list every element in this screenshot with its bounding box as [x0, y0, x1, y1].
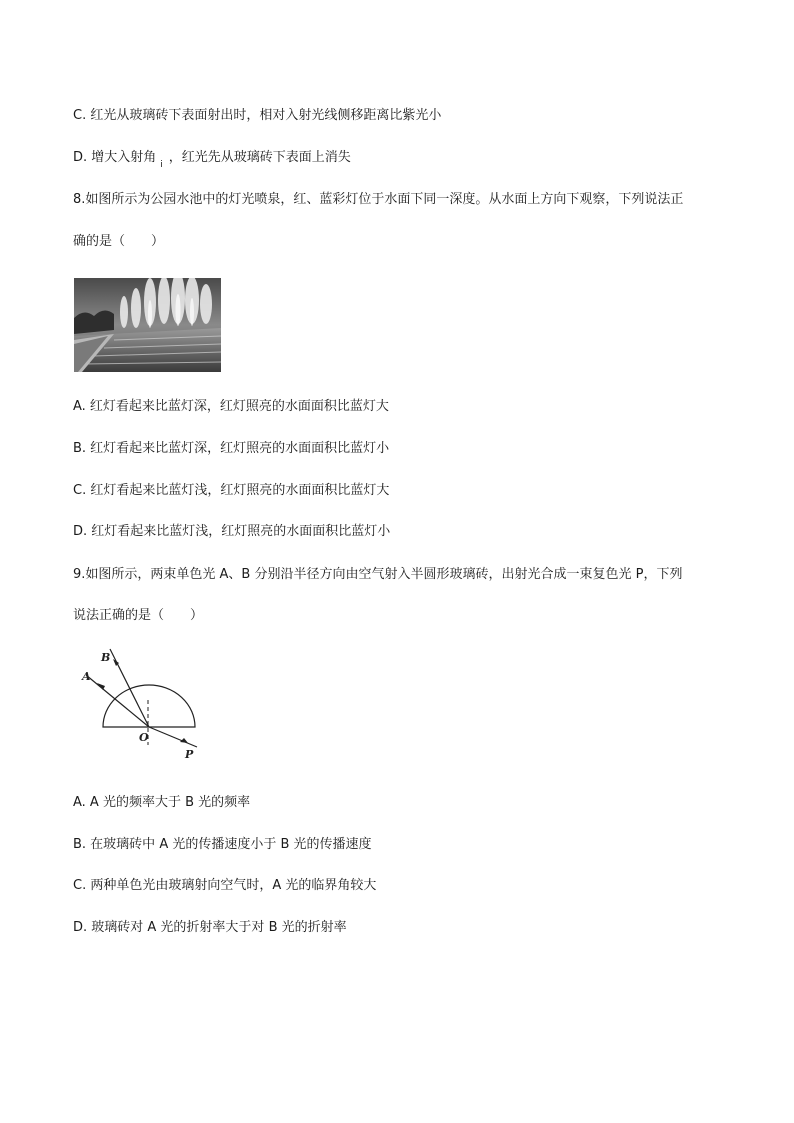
fountain-photo [74, 278, 221, 372]
label-p: P [185, 748, 194, 761]
q7-option-c: C. 红光从玻璃砖下表面射出时，相对入射光线侧移距离比紫光小 [73, 108, 442, 123]
q9-option-a: A. A 光的频率大于 B 光的频率 [73, 795, 251, 810]
label-a: A [82, 670, 91, 683]
ray-b [110, 649, 149, 727]
refraction-diagram-svg [76, 645, 206, 763]
q9-option-d: D. 玻璃砖对 A 光的折射率大于对 B 光的折射率 [73, 920, 347, 935]
label-o: O [139, 731, 149, 744]
q9-option-c: C. 两种单色光由玻璃射向空气时，A 光的临界角较大 [73, 878, 377, 893]
q8-option-b: B. 红灯看起来比蓝灯深，红灯照亮的水面面积比蓝灯小 [73, 441, 390, 456]
ray-a [86, 675, 149, 727]
q8-stem-line1: 8.如图所示为公园水池中的灯光喷泉，红、蓝彩灯位于水面下同一深度。从水面上方向下观察，下列说法正 [73, 192, 684, 207]
q8-option-c: C. 红灯看起来比蓝灯浅，红灯照亮的水面面积比蓝灯大 [73, 483, 390, 498]
q8-option-d: D. 红灯看起来比蓝灯浅，红灯照亮的水面面积比蓝灯小 [73, 524, 391, 539]
incidence-angle-symbol: i [160, 160, 163, 170]
q9-option-b: B. 在玻璃砖中 A 光的传播速度小于 B 光的传播速度 [73, 837, 372, 852]
q9-stem-line2: 说法正确的是（ ） [73, 608, 204, 623]
fountain-photo-image [74, 278, 221, 372]
q7-option-d-suffix: ，红光先从玻璃砖下表面上消失 [168, 150, 351, 165]
ray-p [149, 727, 197, 747]
semicircle-outline [103, 685, 195, 727]
label-b: B [101, 651, 111, 664]
q7-option-d [73, 149, 351, 168]
q7-option-d-prefix: D. 增大入射角 [73, 150, 157, 165]
q9-stem-line1: 9.如图所示，两束单色光 A、B 分别沿半径方向由空气射入半圆形玻璃砖，出射光合成一束复色光 P，下列 [73, 567, 683, 582]
q8-stem-line2: 确的是（ ） [73, 234, 165, 249]
semicircle-glass-diagram [76, 645, 206, 763]
q8-option-a: A. 红灯看起来比蓝灯深，红灯照亮的水面面积比蓝灯大 [73, 399, 389, 414]
